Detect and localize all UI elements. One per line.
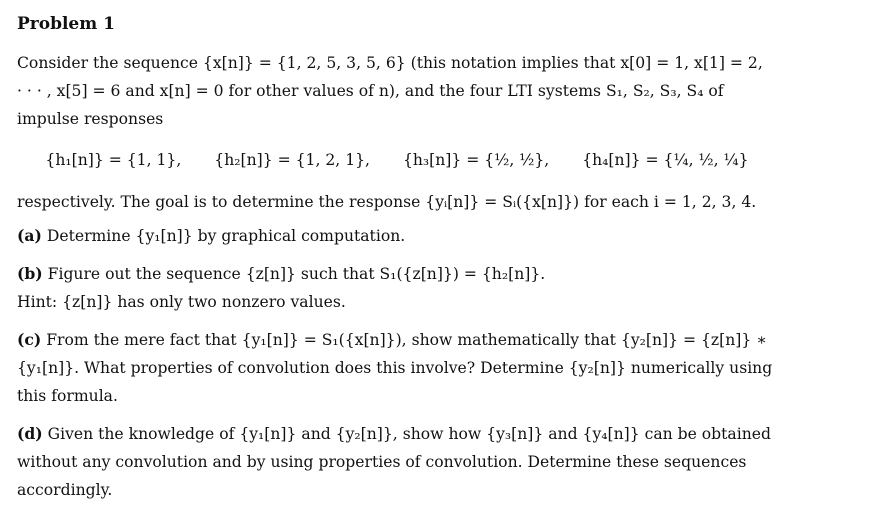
part-label: (a) [17, 226, 42, 245]
impulse-response-equations [17, 133, 777, 188]
part-text: accordingly. [17, 481, 113, 499]
goal-line: respectively. The goal is to determine the response {yᵢ[n]} = Sᵢ({x[n]}) for each i = 1, 2, 3, 4. [17, 193, 757, 211]
part-text: From the mere fact that {y₁[n]} = S₁({x[n]}), show mathematically that {y₂[n]} = {z[n]} ∗ [46, 331, 767, 349]
part-d [17, 420, 777, 504]
part-label: (c) [17, 330, 42, 349]
intro-paragraph [17, 49, 777, 133]
equation-h2: {h₂[n]} = {1, 2, 1}, [214, 151, 370, 169]
part-c [17, 326, 777, 410]
part-text: Figure out the sequence {z[n]} such that S₁({z[n]}) = {h₂[n]}. [47, 265, 546, 283]
part-text: without any convolution and by using properties of convolution. Determine these sequences [17, 453, 747, 471]
part-label: (b) [17, 264, 43, 283]
part-hint: Hint: {z[n]} has only two nonzero values. [17, 293, 346, 311]
part-b [17, 260, 777, 316]
intro-line: · · · , x[5] = 6 and x[n] = 0 for other values of n), and the four LTI systems S₁, S₂, S₃, S₄ of [17, 82, 724, 100]
part-text: {y₁[n]}. What properties of convolution does this involve? Determine {y₂[n]} numerically using [17, 359, 773, 377]
part-text: this formula. [17, 387, 118, 405]
equation-h1: {h₁[n]} = {1, 1}, [45, 151, 182, 169]
equation-h4: {h₄[n]} = {¼, ½, ¼} [582, 151, 749, 169]
intro-line: impulse responses [17, 110, 164, 128]
problem-document [17, 14, 777, 504]
part-text: Determine {y₁[n]} by graphical computation. [46, 227, 406, 245]
goal-paragraph [17, 188, 777, 216]
intro-line: Consider the sequence {x[n]} = {1, 2, 5, 3, 5, 6} (this notation implies that x[0] = 1, x[1] = 2, [17, 54, 763, 72]
part-label: (d) [17, 424, 43, 443]
part-text: Given the knowledge of {y₁[n]} and {y₂[n]}, show how {y₃[n]} and {y₄[n]} can be obtained [47, 425, 771, 443]
problem-title: Problem 1 [17, 14, 115, 34]
part-a [17, 222, 777, 250]
equation-h3: {h₃[n]} = {½, ½}, [402, 151, 550, 169]
